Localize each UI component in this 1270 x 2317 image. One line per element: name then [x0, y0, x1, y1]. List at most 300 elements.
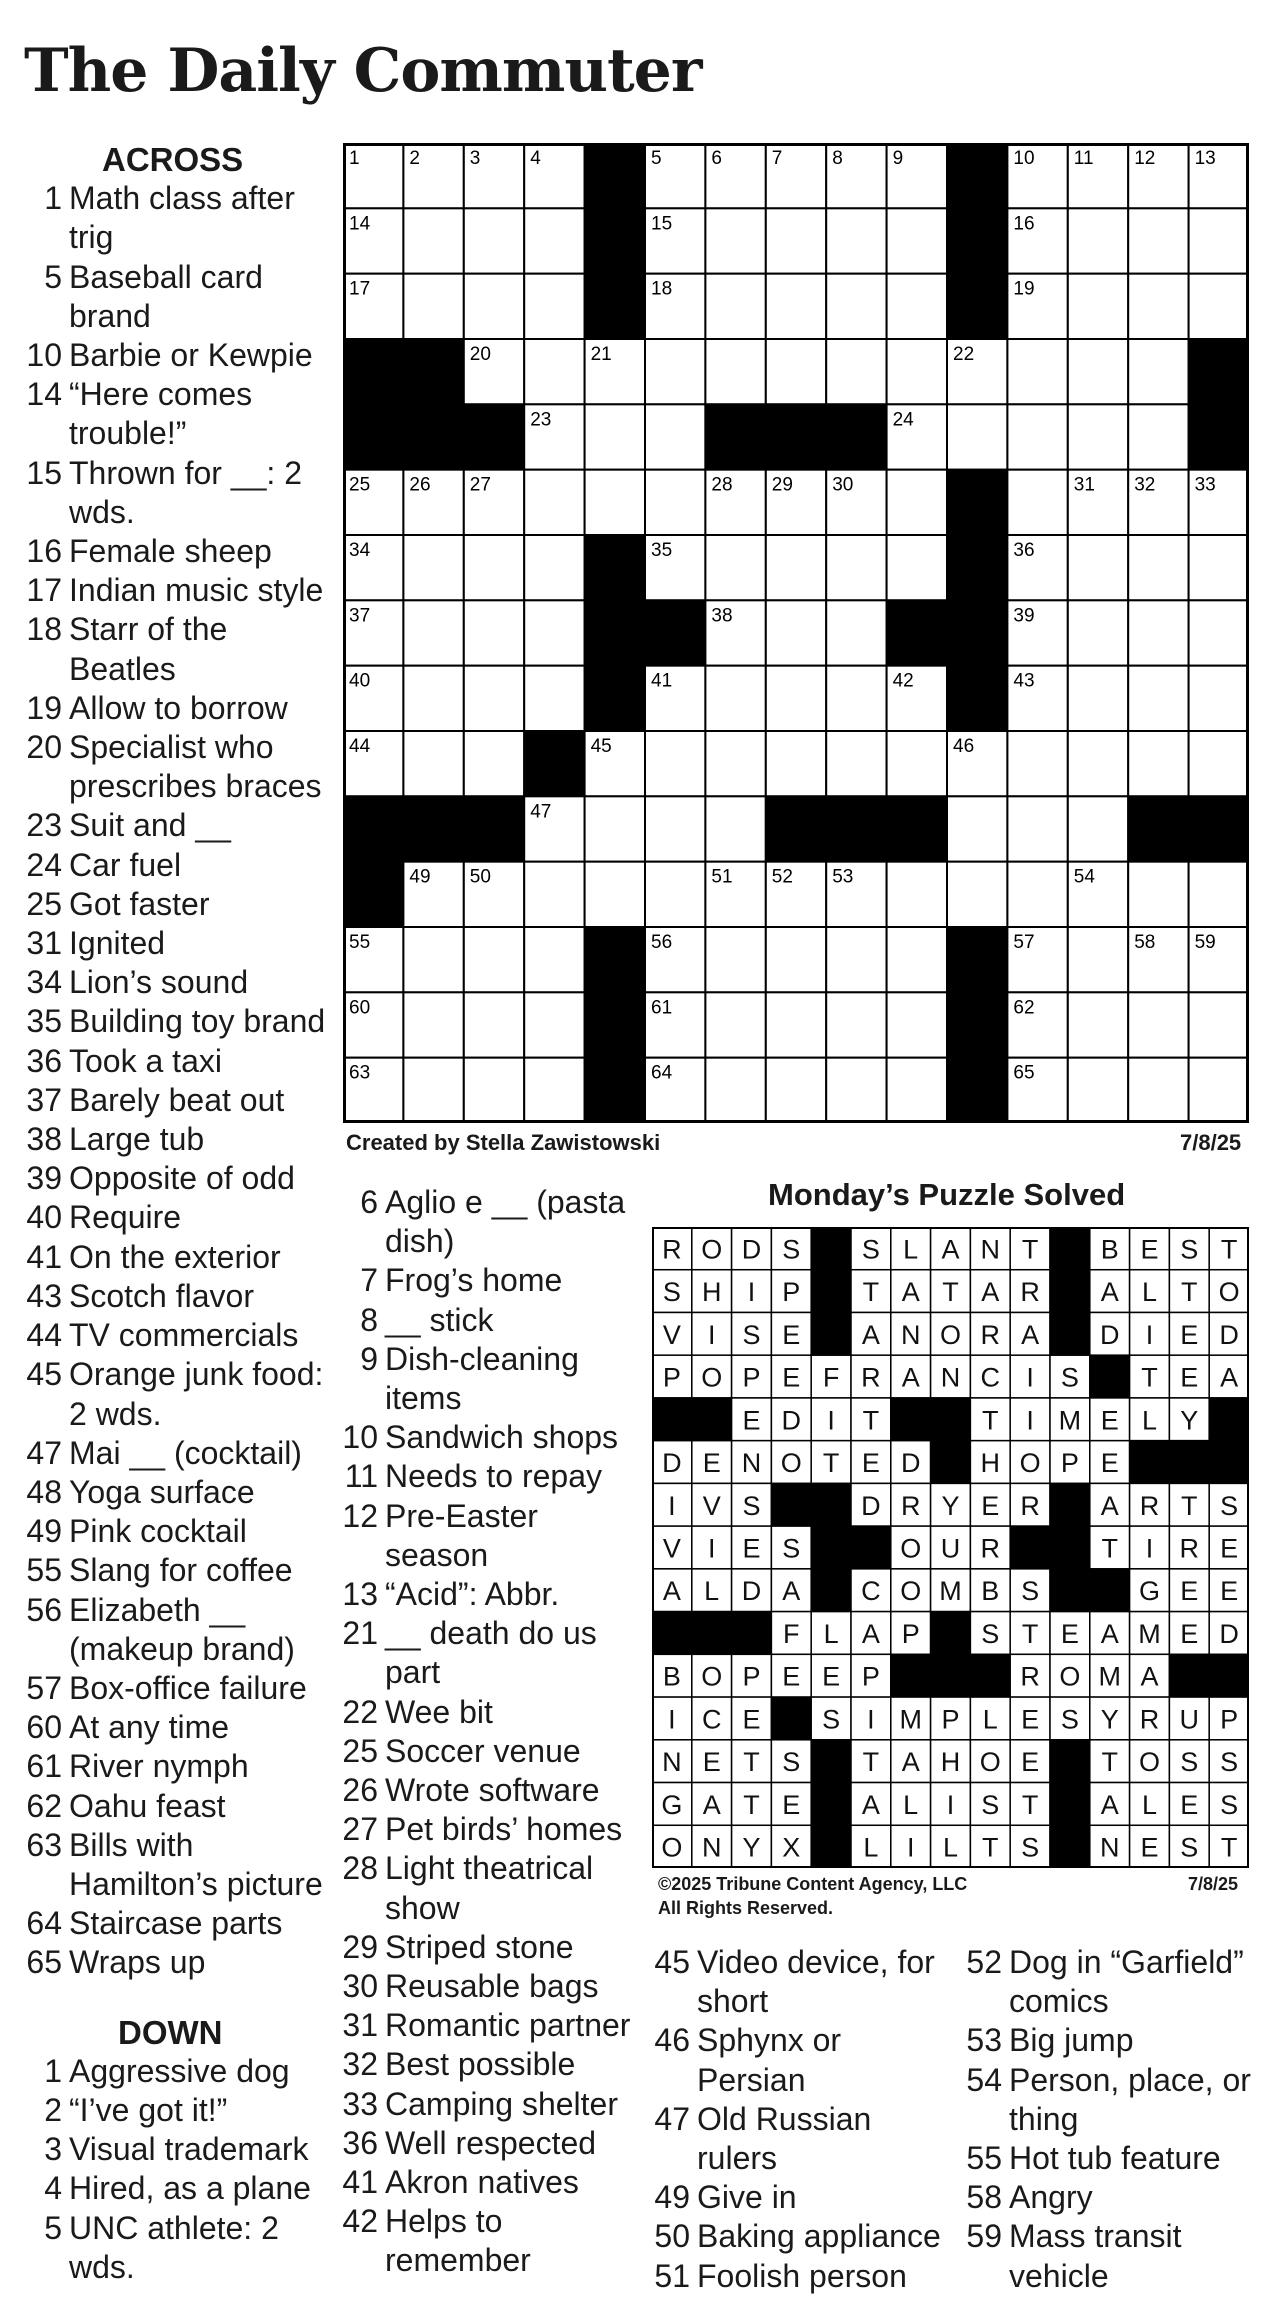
solution-letter: E	[861, 1448, 880, 1479]
cell-number: 13	[1194, 148, 1216, 169]
clue-item	[340, 1614, 640, 1692]
grid-cell[interactable]	[403, 666, 463, 731]
grid-cell[interactable]	[766, 666, 826, 731]
clue-text-line: Scotch flavor	[69, 1277, 254, 1314]
grid-cell[interactable]	[1189, 208, 1249, 273]
grid-cell[interactable]	[705, 666, 765, 731]
clue-text-line: Persian	[697, 2061, 806, 2098]
clue-text-line: Pre-Easter	[385, 1497, 538, 1534]
grid-cell[interactable]	[1068, 731, 1128, 796]
clue-item	[652, 1943, 952, 2021]
grid-cell[interactable]	[464, 992, 524, 1057]
grid-cell[interactable]	[524, 339, 584, 404]
grid-cell[interactable]	[585, 470, 645, 535]
solution-letter: H	[940, 1747, 961, 1778]
grid-cell[interactable]	[1068, 1058, 1128, 1123]
solution-letter: N	[1099, 1832, 1120, 1863]
grid-cell[interactable]	[826, 666, 886, 731]
solution-letter: S	[742, 1490, 761, 1521]
solution-black-square	[1169, 1654, 1209, 1697]
grid-cell[interactable]	[1068, 274, 1128, 339]
solution-black-square	[891, 1398, 931, 1441]
cell-number: 63	[349, 1062, 371, 1084]
clue-text	[1009, 1943, 1264, 2021]
grid-cell[interactable]	[1068, 796, 1128, 861]
clue-number: 36	[26, 1042, 62, 1079]
grid-cell[interactable]	[705, 339, 765, 404]
grid-cell[interactable]	[1189, 1058, 1249, 1123]
grid-cell[interactable]	[766, 208, 826, 273]
clue-number: 57	[26, 1669, 62, 1706]
grid-cell[interactable]	[464, 666, 524, 731]
black-square	[947, 274, 1007, 339]
grid-cell[interactable]	[403, 927, 463, 992]
grid-cell[interactable]	[947, 796, 1007, 861]
grid-cell[interactable]	[1007, 796, 1067, 861]
grid-cell[interactable]	[1189, 666, 1249, 731]
clue-item	[24, 1355, 334, 1433]
clue-text-line: comics	[1009, 1983, 1109, 2020]
solution-letter: T	[1220, 1832, 1238, 1863]
grid-cell[interactable]	[766, 339, 826, 404]
grid-cell[interactable]	[826, 600, 886, 665]
grid-cell[interactable]	[1128, 992, 1188, 1057]
crossword-grid[interactable]	[343, 143, 1249, 1123]
grid-cell[interactable]	[524, 927, 584, 992]
solution-letter: S	[1180, 1234, 1199, 1265]
solution-letter: T	[1021, 1789, 1039, 1820]
grid-cell[interactable]	[403, 274, 463, 339]
grid-cell[interactable]	[1007, 470, 1067, 535]
grid-cell[interactable]	[887, 470, 947, 535]
clue-text-line: Aggressive dog	[69, 2052, 290, 2089]
cell-number: 55	[349, 932, 371, 953]
solution-letter: O	[701, 1234, 723, 1265]
grid-cell[interactable]	[464, 600, 524, 665]
solution-letter: I	[1145, 1533, 1154, 1564]
grid-cell[interactable]	[705, 731, 765, 796]
clue-text-line: Video device, for	[697, 1944, 935, 1980]
solution-letter: L	[863, 1832, 879, 1863]
grid-cell[interactable]	[887, 535, 947, 600]
puzzle-date: 7/8/25	[1180, 1130, 1242, 1155]
clue-text-line: Best possible	[385, 2046, 576, 2083]
clue-text	[1009, 2139, 1264, 2178]
clue-number: 34	[26, 964, 62, 1001]
black-square	[826, 796, 886, 861]
grid-cell[interactable]	[524, 666, 584, 731]
solution-letter: B	[662, 1661, 681, 1692]
grid-cell[interactable]	[887, 208, 947, 273]
grid-cell[interactable]	[524, 600, 584, 665]
clue-item	[24, 1277, 334, 1316]
solution-letter: T	[743, 1789, 760, 1820]
black-square	[343, 404, 403, 469]
solution-letter: D	[741, 1576, 762, 1607]
grid-cell[interactable]	[1189, 992, 1249, 1057]
clue-text	[385, 1261, 640, 1300]
clue-item	[24, 1434, 334, 1473]
black-square	[585, 274, 645, 339]
black-square	[947, 470, 1007, 535]
clue-number: 55	[966, 2140, 1002, 2177]
clue-number: 14	[26, 376, 62, 413]
grid-cell[interactable]	[524, 208, 584, 273]
grid-cell[interactable]	[766, 274, 826, 339]
grid-cell[interactable]	[826, 535, 886, 600]
clue-text-line: Slang for coffee	[69, 1552, 293, 1589]
clue-item	[24, 610, 334, 688]
black-square	[585, 1058, 645, 1123]
grid-cell[interactable]	[524, 992, 584, 1057]
grid-cell[interactable]	[887, 339, 947, 404]
grid-cell[interactable]	[826, 992, 886, 1057]
grid-cell[interactable]	[1189, 731, 1249, 796]
clue-number: 41	[26, 1238, 62, 1275]
grid-cell[interactable]	[1189, 600, 1249, 665]
solution-letter: S	[822, 1704, 841, 1735]
black-square	[343, 796, 403, 861]
clue-item	[24, 258, 334, 336]
grid-cell[interactable]	[645, 339, 705, 404]
grid-cell[interactable]	[1128, 208, 1188, 273]
clue-number: 25	[26, 885, 62, 922]
grid-cell[interactable]	[826, 208, 886, 273]
clue-text-line: Lion’s sound	[69, 964, 249, 1001]
grid-cell[interactable]	[766, 927, 826, 992]
grid-cell[interactable]	[766, 535, 826, 600]
black-square	[887, 600, 947, 665]
clue-item	[24, 1747, 334, 1786]
clue-item	[24, 924, 334, 963]
clue-text	[69, 1355, 334, 1433]
clue-item	[964, 2061, 1264, 2139]
grid-cell[interactable]	[887, 1058, 947, 1123]
clue-text	[69, 1708, 334, 1747]
solution-black-square	[1169, 1441, 1209, 1484]
grid-cell[interactable]	[645, 731, 705, 796]
clue-number: 48	[26, 1473, 62, 1510]
solution-letter: D	[861, 1490, 881, 1521]
grid-cell[interactable]	[1068, 600, 1128, 665]
clue-text	[1009, 2021, 1264, 2060]
grid-cell[interactable]	[645, 796, 705, 861]
clue-text-line: items	[385, 1380, 462, 1417]
cell-number: 58	[1134, 932, 1156, 953]
solution-letter: G	[661, 1789, 683, 1820]
grid-cell[interactable]	[585, 862, 645, 927]
black-square	[464, 404, 524, 469]
cell-number: 47	[530, 801, 552, 823]
grid-cell[interactable]	[1068, 666, 1128, 731]
clue-text-line: Well respected	[385, 2124, 597, 2161]
grid-cell[interactable]	[464, 208, 524, 273]
clue-item	[340, 2085, 640, 2124]
grid-cell[interactable]	[1128, 731, 1188, 796]
grid-cell[interactable]	[1007, 404, 1067, 469]
clue-text-line: River nymph	[69, 1748, 249, 1785]
clue-text-line: Took a taxi	[69, 1042, 222, 1079]
grid-cell[interactable]	[887, 927, 947, 992]
grid-cell[interactable]	[524, 862, 584, 927]
clue-item	[24, 1512, 334, 1551]
clue-text-line: short	[697, 1983, 769, 2020]
solution-letter: Y	[1180, 1405, 1199, 1436]
solution-letter: E	[981, 1490, 1000, 1521]
cell-number: 64	[651, 1062, 673, 1084]
grid-cell[interactable]	[1068, 535, 1128, 600]
clue-text-line: Romantic partner	[385, 2007, 631, 2044]
clue-item	[24, 1081, 334, 1120]
clue-text	[385, 1301, 640, 1340]
grid-cell[interactable]	[1189, 274, 1249, 339]
grid-cell[interactable]	[766, 992, 826, 1057]
clue-text-line: Oahu feast	[69, 1787, 226, 1824]
across-clues	[24, 140, 334, 2287]
clue-text	[69, 2091, 334, 2130]
clue-item	[24, 1904, 334, 1943]
grid-cell[interactable]	[705, 992, 765, 1057]
black-square	[585, 992, 645, 1057]
grid-cell[interactable]	[1007, 731, 1067, 796]
clue-text-line: Allow to borrow	[69, 689, 288, 726]
solution-letter: R	[1179, 1533, 1200, 1564]
clue-text-line: Wee bit	[385, 1693, 493, 1730]
solution-letter: M	[1138, 1618, 1161, 1649]
grid-cell[interactable]	[826, 1058, 886, 1123]
grid-cell[interactable]	[1128, 339, 1188, 404]
clue-text	[697, 2021, 952, 2099]
grid-cell[interactable]	[1068, 339, 1128, 404]
cell-number: 43	[1013, 670, 1035, 692]
grid-cell[interactable]	[403, 208, 463, 273]
clue-text-line: Pink cocktail	[69, 1513, 247, 1550]
clue-number: 30	[342, 1968, 378, 2005]
solution-letter: N	[940, 1362, 961, 1393]
clue-text-line: Sphynx or	[697, 2022, 842, 2059]
solution-letter: M	[1098, 1661, 1121, 1692]
solution-letter: D	[781, 1405, 802, 1436]
cell-number: 53	[832, 866, 854, 888]
solution-black-square	[811, 1783, 851, 1826]
clue-number: 15	[26, 454, 62, 491]
clue-text-line: Soccer venue	[385, 1732, 581, 1769]
grid-cell[interactable]	[766, 731, 826, 796]
grid-cell[interactable]	[887, 731, 947, 796]
solution-letter: S	[981, 1789, 1000, 1820]
solution-letter: X	[782, 1832, 801, 1863]
grid-cell[interactable]	[1128, 1058, 1188, 1123]
cell-number: 22	[953, 344, 975, 365]
clue-item	[24, 806, 334, 845]
solution-letter: T	[982, 1832, 999, 1863]
solution-letter: E	[1220, 1533, 1239, 1564]
clue-number: 5	[44, 258, 62, 295]
grid-cell[interactable]	[464, 731, 524, 796]
grid-cell[interactable]	[1128, 862, 1188, 927]
grid-cell[interactable]	[705, 208, 765, 273]
grid-cell[interactable]	[947, 404, 1007, 469]
clue-number: 29	[342, 1928, 378, 1965]
clue-item	[24, 2130, 334, 2169]
clue-text	[697, 2217, 952, 2256]
grid-cell[interactable]	[645, 404, 705, 469]
grid-cell[interactable]	[524, 1058, 584, 1123]
clue-text-line: Dog in “Garfield”	[1009, 1944, 1244, 1980]
cell-number: 15	[651, 213, 673, 235]
cell-number: 5	[651, 148, 662, 169]
page-title: The Daily Commuter	[24, 36, 702, 106]
solution-letter: P	[861, 1661, 880, 1692]
clue-item	[340, 1771, 640, 1810]
grid-cell[interactable]	[705, 1058, 765, 1123]
grid-cell[interactable]	[464, 535, 524, 600]
grid-cell[interactable]	[1128, 600, 1188, 665]
clue-number: 43	[26, 1277, 62, 1314]
grid-cell[interactable]	[1128, 535, 1188, 600]
grid-cell[interactable]	[645, 862, 705, 927]
grid-cell[interactable]	[887, 992, 947, 1057]
clue-text-line: Akron natives	[385, 2164, 579, 2201]
solution-letter: S	[1060, 1704, 1079, 1735]
clue-number: 23	[26, 807, 62, 844]
grid-cell[interactable]	[464, 927, 524, 992]
grid-cell[interactable]	[1007, 862, 1067, 927]
clue-item	[340, 1732, 640, 1771]
grid-cell[interactable]	[947, 862, 1007, 927]
solution-letter: B	[981, 1576, 1000, 1607]
grid-cell[interactable]	[403, 1058, 463, 1123]
grid-cell[interactable]	[1007, 339, 1067, 404]
solution-letter: C	[701, 1704, 722, 1735]
grid-cell[interactable]	[403, 731, 463, 796]
grid-cell[interactable]	[464, 1058, 524, 1123]
solution-letter: T	[1181, 1490, 1198, 1521]
grid-cell[interactable]	[403, 600, 463, 665]
clue-number: 36	[342, 2124, 378, 2161]
solution-letter: N	[662, 1747, 682, 1778]
solution-letter: O	[1138, 1747, 1161, 1778]
cell-number: 54	[1073, 866, 1095, 888]
grid-cell[interactable]	[645, 470, 705, 535]
clue-text-line: Old Russian	[697, 2100, 872, 2137]
grid-cell[interactable]	[1189, 862, 1249, 927]
clue-number: 44	[26, 1317, 62, 1354]
grid-cell[interactable]	[826, 274, 886, 339]
grid-cell[interactable]	[705, 535, 765, 600]
solution-letter: E	[702, 1747, 721, 1778]
grid-cell[interactable]	[1128, 274, 1188, 339]
clue-text-line: Ignited	[69, 925, 166, 962]
grid-cell[interactable]	[1068, 208, 1128, 273]
clue-text	[69, 1120, 334, 1159]
solution-letter: I	[906, 1832, 915, 1863]
grid-cell[interactable]	[464, 274, 524, 339]
grid-cell[interactable]	[705, 796, 765, 861]
grid-cell[interactable]	[585, 796, 645, 861]
solution-letter: I	[946, 1789, 955, 1820]
clue-item	[24, 1826, 334, 1904]
clue-text-line: Striped stone	[385, 1928, 574, 1965]
solution-letter: S	[1180, 1747, 1199, 1778]
solution-black-square	[1050, 1483, 1090, 1526]
solution-title: Monday’s Puzzle Solved	[768, 1177, 1126, 1212]
grid-cell[interactable]	[826, 731, 886, 796]
grid-cell[interactable]	[1189, 535, 1249, 600]
grid-cell[interactable]	[826, 927, 886, 992]
grid-cell[interactable]	[1068, 992, 1128, 1057]
clue-text-line: Indian music style	[69, 572, 324, 609]
black-square	[585, 143, 645, 208]
solution-black-square	[811, 1825, 851, 1868]
clue-text	[69, 846, 334, 885]
grid-cell[interactable]	[826, 339, 886, 404]
clue-text-line: Elizabeth __	[69, 1591, 246, 1628]
solution-letter: I	[1026, 1362, 1034, 1393]
clue-text-line: Suit and __	[69, 807, 231, 844]
solution-letter: Y	[941, 1490, 960, 1521]
solution-black-square	[811, 1312, 851, 1355]
black-square	[705, 404, 765, 469]
cell-number: 18	[651, 278, 673, 300]
grid-cell[interactable]	[766, 1058, 826, 1123]
cell-number: 32	[1134, 474, 1156, 496]
grid-cell[interactable]	[403, 992, 463, 1057]
grid-cell[interactable]	[524, 470, 584, 535]
clue-number: 39	[26, 1160, 62, 1197]
solution-black-square	[1090, 1355, 1130, 1398]
solution-letter: M	[939, 1576, 962, 1607]
solution-letter: N	[701, 1832, 722, 1863]
cell-number: 4	[530, 148, 541, 169]
grid-cell[interactable]	[524, 274, 584, 339]
clue-number: 47	[654, 2100, 690, 2137]
clue-text	[69, 1669, 334, 1708]
clue-text-line: Mai __ (cocktail)	[69, 1434, 302, 1471]
solution-letter: E	[1180, 1576, 1199, 1607]
grid-cell[interactable]	[766, 600, 826, 665]
grid-cell[interactable]	[1068, 404, 1128, 469]
clue-item	[24, 1787, 334, 1826]
black-square	[947, 1058, 1007, 1123]
clue-item	[340, 2163, 640, 2202]
grid-cell[interactable]	[705, 927, 765, 992]
solution-letter: V	[662, 1319, 681, 1350]
clue-text	[69, 2169, 334, 2208]
solution-letter: I	[747, 1277, 756, 1308]
grid-cell[interactable]	[705, 274, 765, 339]
grid-cell[interactable]	[887, 862, 947, 927]
grid-cell[interactable]	[887, 274, 947, 339]
solution-letter: E	[1021, 1747, 1040, 1778]
grid-cell[interactable]	[1128, 666, 1188, 731]
grid-cell[interactable]	[403, 535, 463, 600]
solution-letter: N	[741, 1448, 762, 1479]
grid-cell[interactable]	[524, 535, 584, 600]
solution-letter: E	[1060, 1618, 1079, 1649]
clue-number: 31	[26, 925, 62, 962]
solution-black-square	[692, 1398, 732, 1441]
clue-text-line: Hired, as a plane	[69, 2170, 311, 2207]
solution-letter: R	[662, 1234, 682, 1265]
clue-item	[652, 2257, 952, 2296]
grid-cell[interactable]	[1128, 404, 1188, 469]
solution-letter: T	[1021, 1234, 1039, 1265]
copyright: ©2025 Tribune Content Agency, LLC	[658, 1874, 968, 1894]
grid-cell[interactable]	[585, 404, 645, 469]
clue-item	[24, 1473, 334, 1512]
grid-cell[interactable]	[1068, 927, 1128, 992]
